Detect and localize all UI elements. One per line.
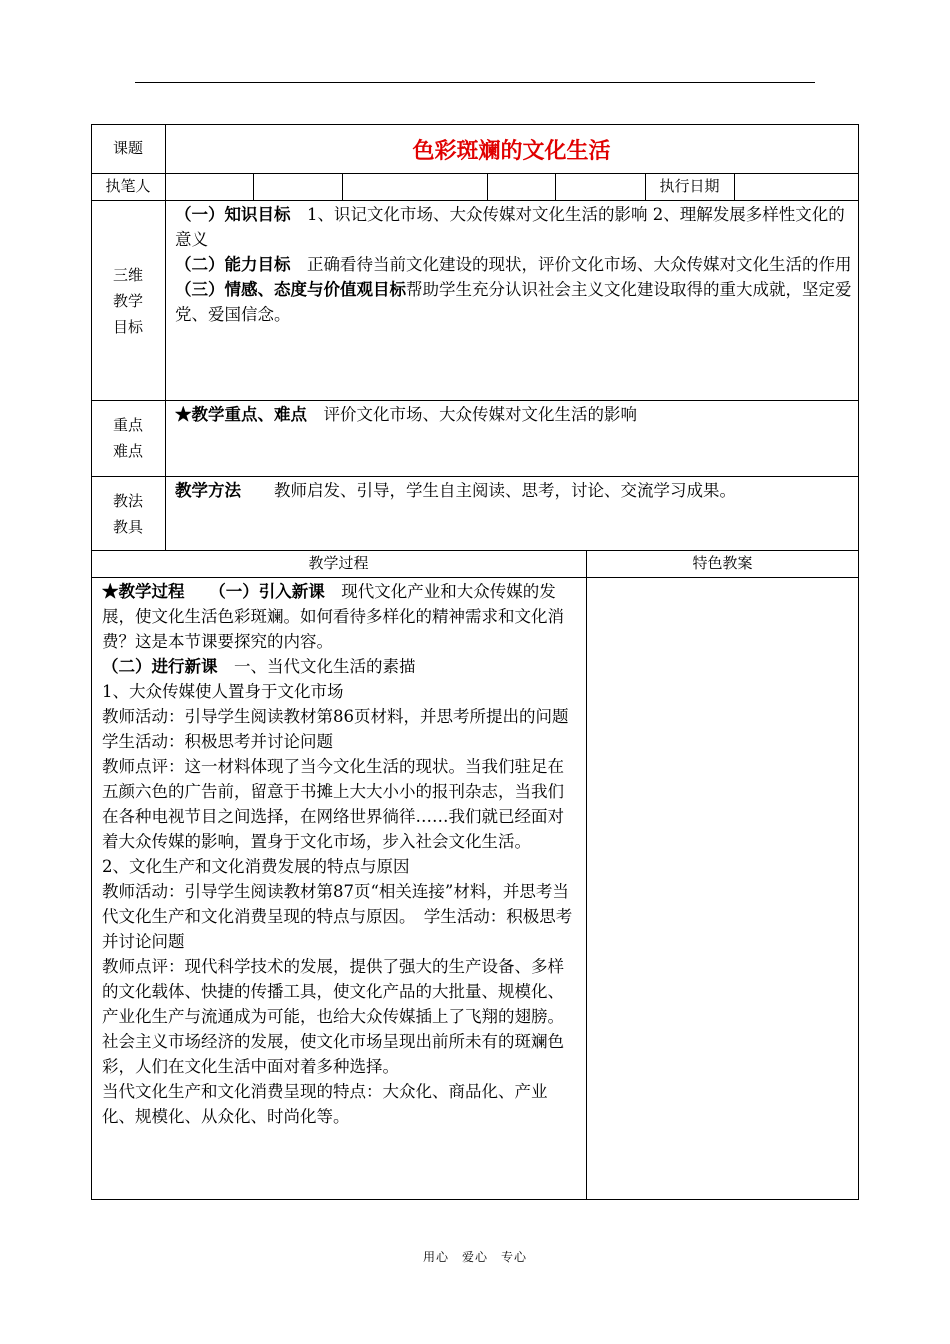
label-exec-date: 执行日期	[659, 177, 720, 195]
col-divider	[734, 173, 735, 200]
feature-header: 特色教案	[692, 554, 753, 572]
process-paragraph: 1、大众传媒使人置身于文化市场	[102, 682, 344, 701]
methods-content	[175, 478, 853, 503]
knowledge-goal-text: 1、识记文化市场、大众传媒对文化生活的影响 2、理解发展多样性文化的意义	[175, 205, 845, 249]
intro-heading: ★教学过程 （一）引入新课	[102, 582, 325, 601]
process-header: 教学过程	[308, 554, 369, 572]
label-focus: 重点 难点	[112, 416, 143, 460]
col-divider	[586, 550, 587, 1200]
focus-content	[175, 402, 853, 427]
knowledge-goal-heading: （一）知识目标	[175, 205, 291, 224]
ability-goal-text: 正确看待当前文化建设的现状，评价文化市场、大众传媒对文化生活的作用	[290, 255, 852, 274]
methods-text: 教师启发、引导，学生自主阅读、思考，讨论、交流学习成果。	[241, 481, 736, 500]
process-paragraph: 教师活动：引导学生阅读教材第86页材料，并思考所提出的问题	[102, 707, 569, 726]
col-divider	[555, 173, 556, 200]
process-paragraph: 教师点评：现代科学技术的发展，提供了强大的生产设备、多样的文化载体、快捷的传播工具，使文化产品的大批量、规模化、产业化生产与流通成为可能，也给大众传媒插上了飞翔的翅膀。社会主义市场经济的发展，使文化市场呈现出前所未有的斑斓色彩，人们在文化生活中面对着多种选择。	[102, 957, 564, 1076]
col-divider	[165, 124, 166, 550]
col-divider	[487, 173, 488, 200]
methods-heading: 教学方法	[175, 481, 241, 500]
label-methods: 教法 教具	[112, 492, 143, 536]
label-author: 执笔人	[105, 177, 151, 195]
focus-text: 评价文化市场、大众传媒对文化生活的影响	[307, 405, 637, 424]
process-paragraph: 教师点评：这一材料体现了当今文化生活的现状。当我们驻足在五颜六色的广告前，留意于书摊上大大小小的报刊杂志，当我们在各种电视节目之间选择，在网络世界徜徉……我们就已经面对着大众传媒的影响，置身于文化市场，步入社会文化生活。	[102, 757, 564, 851]
label-keti: 课题	[112, 139, 143, 157]
col-divider	[253, 173, 254, 200]
goals-content	[175, 202, 853, 327]
page-title: 色彩斑斓的文化生活	[412, 137, 611, 164]
process-paragraph: 学生活动：积极思考并讨论问题	[102, 732, 333, 751]
new-lesson-heading: （二）进行新课	[102, 657, 218, 676]
process-paragraph: 教师活动：引导学生阅读教材第87页“相关连接”材料，并思考当代文化生产和文化消费呈现的特点与原因。 学生活动：积极思考并讨论问题	[102, 882, 573, 951]
row-divider	[91, 476, 859, 477]
process-content	[102, 579, 580, 1129]
row-divider	[91, 400, 859, 401]
header-rule	[135, 82, 815, 83]
row-divider	[91, 173, 859, 174]
row-divider	[91, 577, 859, 578]
emotion-goal-heading: （三）情感、态度与价值观目标	[175, 280, 406, 299]
ability-goal-heading: （二）能力目标	[175, 255, 291, 274]
intro-text: 现代文化产业和大众传媒的发展，使文化生活色彩斑斓。如何看待多样化的精神需求和文化消费？这是本节课要探究的内容。	[102, 582, 564, 651]
col-divider	[342, 173, 343, 200]
row-divider	[91, 200, 859, 201]
new-lesson-text: 一、当代文化生活的素描	[217, 657, 416, 676]
focus-heading: ★教学重点、难点	[175, 405, 307, 424]
process-paragraph: 当代文化生产和文化消费呈现的特点：大众化、商品化、产业化、规模化、从众化、时尚化等。	[102, 1082, 548, 1126]
label-goals: 三维 教学 目标	[112, 266, 143, 336]
emotion-goal-text: 帮助学生充分认识社会主义文化建设取得的重大成就，坚定爱党、爱国信念。	[175, 280, 852, 324]
process-paragraph: 2、文化生产和文化消费发展的特点与原因	[102, 857, 410, 876]
page-footer: 用心 爱心 专心	[422, 1250, 527, 1264]
